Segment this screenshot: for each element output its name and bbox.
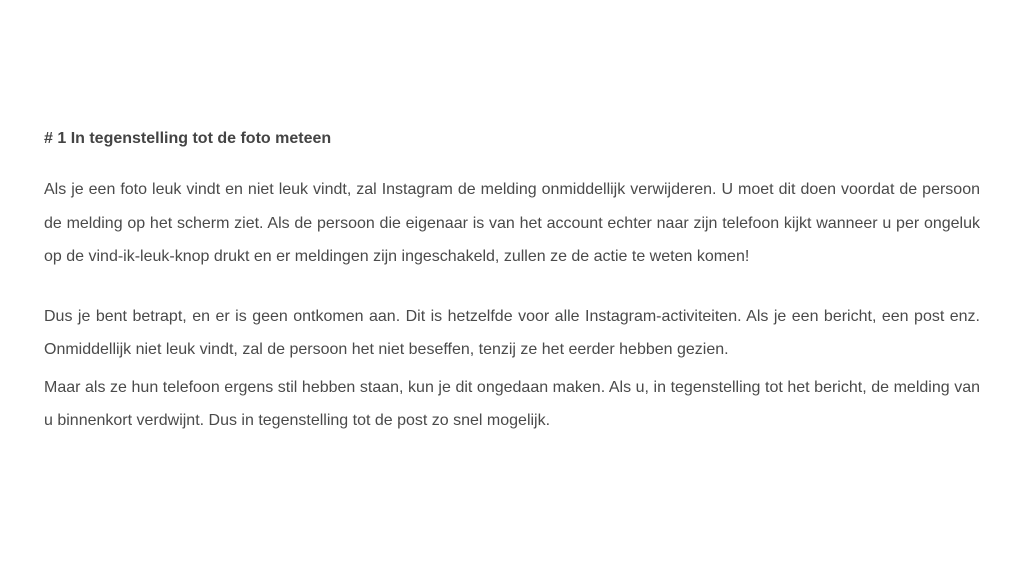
article [44,128,980,438]
article-paragraph-3: Maar als ze hun telefoon ergens stil hebben staan, kun je dit ongedaan maken. Als u, in tegenstelling tot het bericht, de melding van u binnenkort verdwijnt. Dus in tegenstelling tot de post zo snel mogelijk. [44,378,980,429]
article-heading: # 1 In tegenstelling tot de foto meteen [44,130,332,147]
article-paragraph-2: Dus je bent betrapt, en er is geen ontkomen aan. Dit is hetzelfde voor alle Instagram-activiteiten. Als je een bericht, een post enz. Onmiddellijk niet leuk vindt, zal de persoon het niet beseffen, tenzij ze het eerder hebben gezien. [44,307,980,358]
article-paragraph-1: Als je een foto leuk vindt en niet leuk vindt, zal Instagram de melding onmiddellijk verwijderen. U moet dit doen voordat de persoon de melding op het scherm ziet. Als de persoon die eigenaar is van het account echter naar zijn telefoon kijkt wanneer u per ongeluk op de vind-ik-leuk-knop drukt en er meldingen zijn ingeschakeld, zullen ze de actie te weten komen! [44,181,980,265]
